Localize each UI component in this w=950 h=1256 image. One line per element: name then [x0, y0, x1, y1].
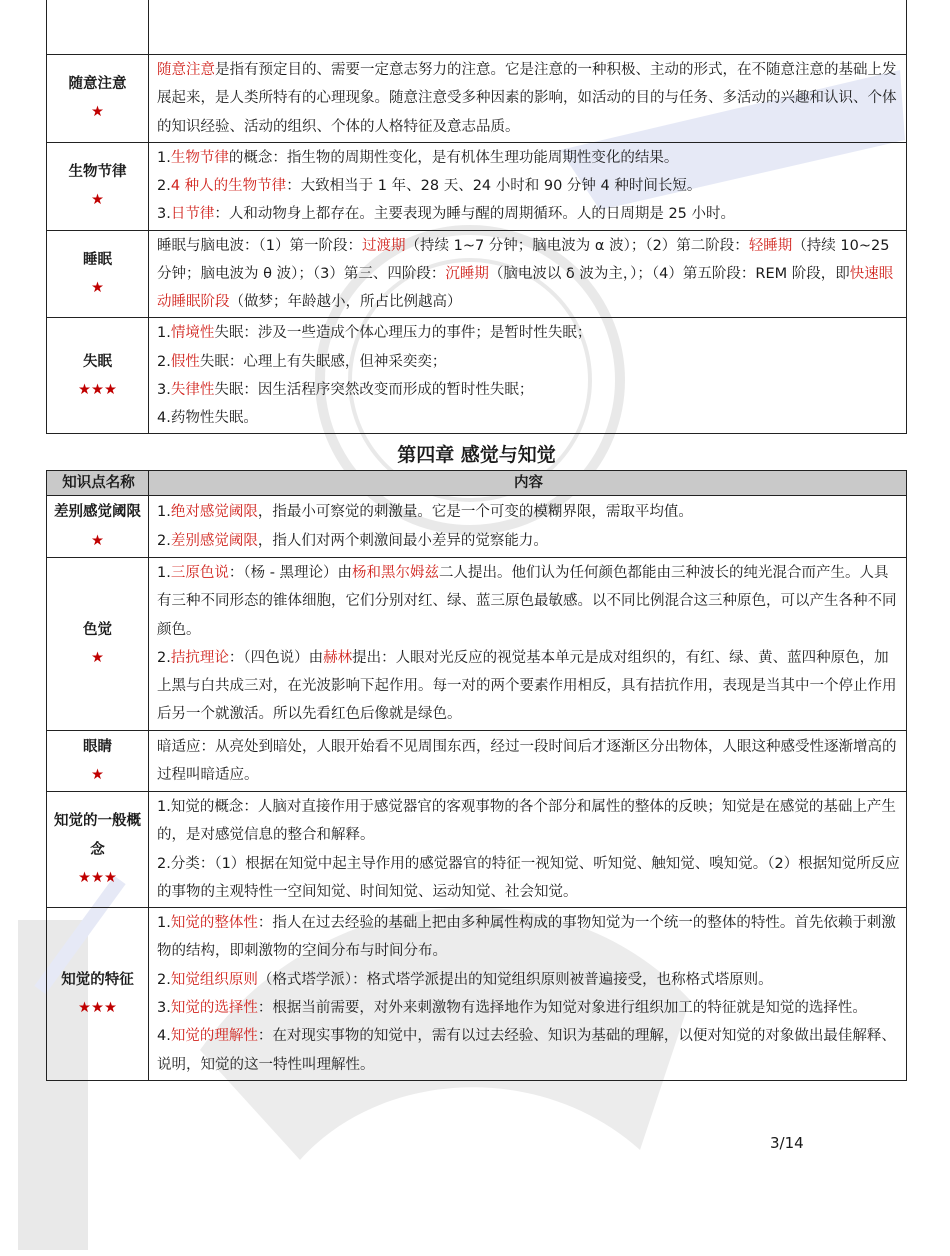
table-row — [47, 496, 907, 558]
knowledge-point-label: 色觉 — [83, 621, 112, 638]
knowledge-point-name — [47, 558, 149, 731]
highlighted-term: 杨和黑尔姆兹 — [352, 565, 440, 581]
content-line — [157, 319, 900, 347]
highlighted-term: 失律性 — [170, 381, 215, 398]
content-line — [157, 56, 900, 141]
content-text: ：大致相当于 1 年、28 天、24 小时和 90 分钟 4 种时间长短。 — [286, 178, 702, 195]
content-text: 暗适应：从亮处到暗处，人眼开始看不见周围东西，经过一段时间后才逐渐区分出物体，人眼这种感受性逐渐增高的过程叫暗适应。 — [157, 738, 897, 783]
content-text: 1. — [157, 149, 171, 166]
content-line — [157, 348, 900, 376]
knowledge-point-label: 失眠 — [83, 353, 112, 370]
content-text: 的概念：指生物的周期性变化，是有机体生理功能周期性变化的结果。 — [228, 149, 679, 166]
content-text: 失眠：心理上有失眠感，但神采奕奕； — [199, 353, 447, 370]
knowledge-point-name — [47, 792, 149, 908]
content-text: 2. — [157, 649, 171, 666]
knowledge-point-label: 知觉的一般概念 — [54, 813, 141, 858]
content-line — [157, 527, 900, 555]
highlighted-term: 拮抗理论 — [170, 649, 229, 666]
knowledge-point-label: 睡眠 — [83, 251, 112, 268]
highlighted-term: 知觉的选择性 — [170, 999, 258, 1016]
content-text: 3. — [157, 999, 171, 1016]
importance-stars: ★ — [91, 104, 104, 121]
knowledge-table-chapter4 — [46, 470, 907, 1081]
table-row — [47, 730, 907, 792]
knowledge-point-content — [149, 318, 907, 434]
table-row — [47, 230, 907, 318]
content-line — [157, 733, 900, 790]
highlighted-term: 4 种人的生物节律 — [170, 178, 287, 195]
knowledge-point-name — [47, 142, 149, 230]
content-line — [157, 966, 900, 994]
table-row — [47, 558, 907, 731]
highlighted-term: 知觉的整体性 — [170, 915, 258, 932]
content-line — [157, 144, 900, 172]
importance-stars: ★★★ — [78, 869, 117, 886]
content-text: ：根据当前需要，对外来刺激物有选择地作为知觉对象进行组织加工的特征就是知觉的选择性。 — [257, 999, 867, 1016]
highlighted-term: 三原色说 — [170, 565, 229, 581]
content-text: 1. — [157, 915, 171, 932]
content-text: 提出：人眼对光反应的视觉基本单元是成对组织的，有红、绿、黄、蓝四种原色，加上黑与白共成三对，在光波影响下起作用。每一对的两个要素作用相反，具有拮抗作用，表现是当其中一个停止作用后另一个就激活。所以先看红色后像就是绿色。 — [157, 649, 897, 723]
content-line — [157, 559, 900, 644]
knowledge-point-name — [47, 730, 149, 792]
content-text: （做梦；年龄越小，所占比例越高） — [229, 294, 462, 311]
knowledge-point-content — [149, 730, 907, 792]
highlighted-term: 假性 — [170, 353, 200, 370]
content-text: 1. — [157, 325, 171, 342]
importance-stars: ★ — [91, 192, 104, 209]
content-text: 二人提出。他们认为任何颜色都能由三种波长的纯光混合而产生。人具有三种不同形态的锥体细胞，它们分别对红、绿、蓝三原色最敏感。以不同比例混合这三种原色，可以产生各种不同颜色。 — [157, 565, 897, 638]
content-text: 2. — [157, 178, 171, 195]
content-text: 4.药物性失眠。 — [157, 410, 258, 427]
knowledge-point-content — [149, 142, 907, 230]
header-content: 内容 — [149, 471, 907, 496]
content-text: 1. — [157, 504, 171, 521]
content-line — [157, 909, 900, 966]
knowledge-point-label: 随意注意 — [68, 76, 127, 93]
spacer-cell — [47, 0, 149, 55]
highlighted-term: 差别感觉阈限 — [170, 532, 258, 549]
content-line — [157, 404, 900, 432]
content-text: 3. — [157, 206, 171, 223]
knowledge-point-label: 差别感觉阈限 — [54, 504, 141, 521]
highlighted-term: 随意注意 — [157, 62, 215, 78]
spacer-cell — [149, 0, 907, 55]
highlighted-term: 知觉的理解性 — [170, 1028, 258, 1045]
importance-stars: ★ — [91, 649, 104, 666]
header-knowledge-point: 知识点名称 — [47, 471, 149, 496]
importance-stars: ★★★ — [78, 381, 117, 398]
content-line — [157, 200, 900, 228]
knowledge-point-content — [149, 558, 907, 731]
highlighted-term: 过渡期 — [361, 237, 406, 254]
content-text: 3. — [157, 381, 171, 398]
content-text: 4. — [157, 1028, 171, 1045]
knowledge-point-label: 眼睛 — [83, 738, 112, 755]
highlighted-term: 绝对感觉阈限 — [170, 504, 258, 521]
content-text: 失眠：因生活程序突然改变而形成的暂时性失眠； — [214, 381, 534, 398]
importance-stars: ★ — [91, 766, 104, 783]
content-text: 2.分类：（1）根据在知觉中起主导作用的感觉器官的特征一视知觉、听知觉、触知觉、嗅知觉。（2）根据知觉所反应的事物的主观特性一空间知觉、时间知觉、运动知觉、社会知觉。 — [157, 855, 900, 900]
content-text: 睡眠与脑电波：（1）第一阶段： — [157, 237, 362, 254]
table-row — [47, 908, 907, 1081]
knowledge-point-content — [149, 230, 907, 318]
content-line — [157, 376, 900, 404]
content-text: 1. — [157, 565, 171, 581]
importance-stars: ★ — [91, 532, 104, 549]
importance-stars: ★ — [91, 279, 104, 296]
chapter-title: 第四章 感觉与知觉 — [397, 444, 556, 466]
highlighted-term: 沉睡期 — [445, 265, 489, 282]
knowledge-point-name — [47, 230, 149, 318]
content-text: ：（四色说）由 — [228, 649, 324, 666]
content-text: （持续 1~7 分钟；脑电波为 α 波）；（2）第二阶段： — [405, 237, 749, 254]
knowledge-point-content — [149, 792, 907, 908]
highlighted-term: 轻睡期 — [748, 237, 793, 254]
content-text: 2. — [157, 532, 171, 549]
knowledge-point-content — [149, 496, 907, 558]
knowledge-point-name — [47, 318, 149, 434]
content-text: （格式塔学派）：格式塔学派提出的知觉组织原则被普遍接受，也称格式塔原则。 — [257, 971, 773, 988]
content-line — [157, 793, 900, 850]
content-line — [157, 232, 900, 317]
content-text: ：在对现实事物的知觉中，需有以过去经验、知识为基础的理解，以便对知觉的对象做出最佳解释、说明，知觉的这一特性叫理解性。 — [157, 1028, 896, 1073]
highlighted-term: 快速眼动睡眠阶段 — [157, 265, 894, 311]
content-text: （脑电波以 δ 波为主，）；（4）第五阶段：REM 阶段，即 — [488, 265, 850, 282]
highlighted-term: 生物节律 — [170, 149, 229, 166]
page-number: 3/14 — [770, 1134, 804, 1152]
knowledge-point-label: 知觉的特征 — [61, 971, 134, 988]
table-row — [47, 318, 907, 434]
content-line — [157, 1022, 900, 1079]
table-row — [47, 792, 907, 908]
highlighted-term: 知觉组织原则 — [170, 971, 258, 988]
content-line — [157, 850, 900, 907]
content-text: ：指人在过去经验的基础上把由多种属性构成的事物知觉为一个统一的整体的特性。首先依赖于刺激物的结构，即刺激物的空间分布与时间分布。 — [157, 915, 896, 960]
content-line — [157, 994, 900, 1022]
table-row-spacer — [47, 0, 907, 55]
content-text: ：（杨 - 黑理论）由 — [228, 565, 353, 581]
content-text: 是指有预定目的、需要一定意志努力的注意。它是注意的一种积极、主动的形式，在不随意注意的基础上发展起来，是人类所特有的心理现象。随意注意受多种因素的影响，如活动的目的与任务、多活动的兴趣和认识、个体的知识经验、活动的组织、个体的人格特征及意志品质。 — [157, 62, 897, 135]
knowledge-point-name — [47, 908, 149, 1081]
highlighted-term: 日节律 — [170, 206, 215, 223]
content-text: 1.知觉的概念：人脑对直接作用于感觉器官的客观事物的各个部分和属性的整体的反映；知觉是在感觉的基础上产生的，是对感觉信息的整合和解释。 — [157, 799, 896, 844]
importance-stars: ★★★ — [78, 999, 117, 1016]
content-text: ，指最小可察觉的刺激量。它是一个可变的模糊界限，需取平均值。 — [257, 504, 693, 521]
content-line — [157, 172, 900, 200]
content-text: 2. — [157, 971, 171, 988]
knowledge-point-name — [47, 496, 149, 558]
content-text: ：人和动物身上都存在。主要表现为睡与醒的周期循环。人的日周期是 25 小时。 — [214, 206, 736, 223]
highlighted-term: 情境性 — [170, 325, 215, 342]
content-text: 2. — [157, 353, 171, 370]
content-line — [157, 498, 900, 526]
content-text: （持续 10~25 分钟；脑电波为 θ 波）；（3）第三、四阶段： — [157, 237, 890, 282]
knowledge-table-continued — [46, 0, 907, 434]
highlighted-term: 赫林 — [323, 649, 353, 666]
content-text: ，指人们对两个刺激间最小差异的觉察能力。 — [257, 532, 548, 549]
table-header-row — [47, 471, 907, 496]
table-row — [47, 55, 907, 143]
knowledge-point-content — [149, 55, 907, 143]
knowledge-point-content — [149, 908, 907, 1081]
knowledge-point-label: 生物节律 — [68, 163, 127, 180]
content-text: 失眠：涉及一些造成个体心理压力的事件；是暂时性失眠； — [214, 325, 592, 342]
knowledge-point-name — [47, 55, 149, 143]
content-line — [157, 644, 900, 729]
table-row — [47, 142, 907, 230]
